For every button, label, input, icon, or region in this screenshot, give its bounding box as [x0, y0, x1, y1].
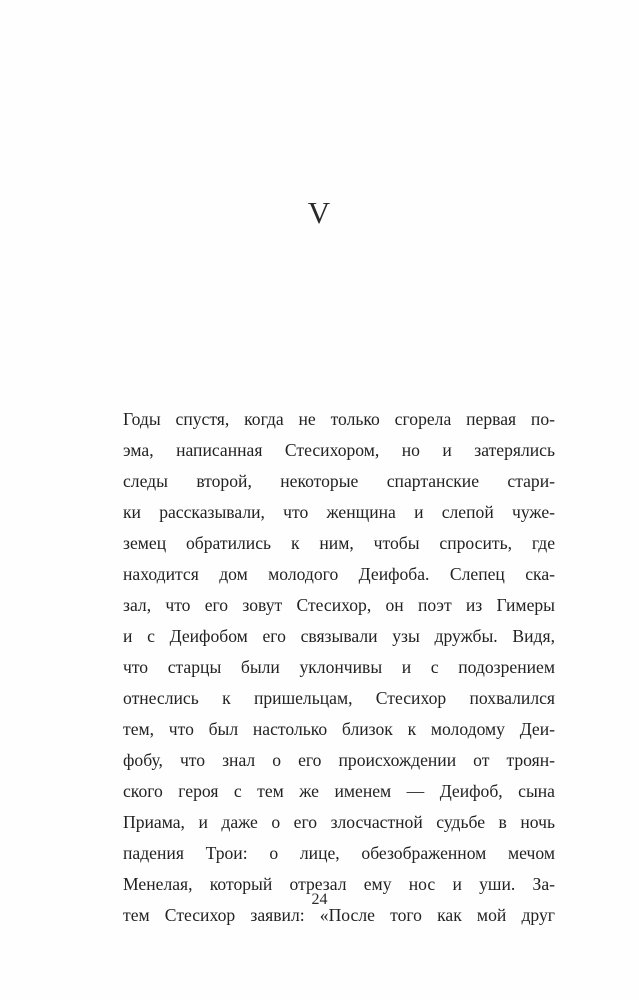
text-line: тем Стесихор заявил: «После того как мой друг: [123, 905, 555, 925]
text-line: находится дом молодого Деифоба. Слепец ска-: [123, 564, 555, 584]
text-line: Приама, и даже о его злосчастной судьбе в ночь: [123, 812, 555, 832]
text-line: следы второй, некоторые спартанские стари-: [123, 471, 555, 491]
text-line: и с Деифобом его связывали узы дружбы. Видя,: [123, 626, 555, 646]
text-line: что старцы были уклончивы и с подозрением: [123, 657, 555, 677]
text-line: тем, что был настолько близок к молодому Деи-: [123, 719, 555, 739]
text-line: Годы спустя, когда не только сгорела первая по-: [123, 409, 555, 429]
body-text: [123, 404, 555, 931]
text-line: ского героя с тем же именем — Деифоб, сына: [123, 781, 555, 801]
text-line: зал, что его зовут Стесихор, он поэт из Гимеры: [123, 595, 555, 615]
text-line: ки рассказывали, что женщина и слепой чуже-: [123, 502, 555, 522]
text-line: Менелая, который отрезал ему нос и уши. За-: [123, 874, 555, 894]
text-line: земец обратились к ним, чтобы спросить, где: [123, 533, 555, 553]
page-number: 24: [311, 891, 328, 908]
chapter-heading: V: [307, 195, 332, 230]
text-line: фобу, что знал о его происхождении от троян-: [123, 750, 555, 770]
text-line: эма, написанная Стесихором, но и затерялись: [123, 440, 555, 460]
text-line: отнеслись к пришельцам, Стесихор похвалился: [123, 688, 555, 708]
text-line: падения Трои: о лице, обезображенном мечом: [123, 843, 555, 863]
